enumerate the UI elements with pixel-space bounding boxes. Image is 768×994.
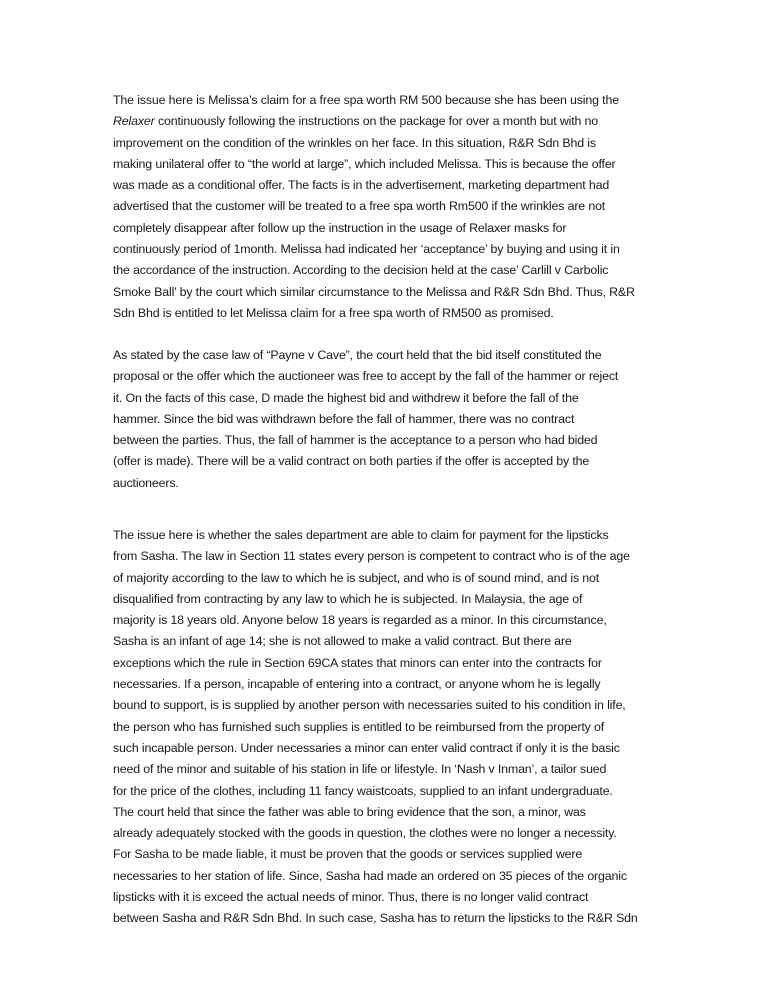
text-line: Sdn Bhd is entitled to let Melissa claim for a free spa worth of RM500 as promised. [113, 305, 554, 320]
text-line: it. On the facts of this case, D made the highest bid and withdrew it before the fall of the [113, 390, 579, 405]
text-line: (offer is made). There will be a valid contract on both parties if the offer is accepted by the [113, 454, 590, 469]
text-line: necessaries to her station of life. Since, Sasha had made an ordered on 35 pieces of the organic [113, 868, 627, 883]
text-line: such incapable person. Under necessaries a minor can enter valid contract if only it is the basic [113, 740, 620, 755]
text-line: The issue here is whether the sales department are able to claim for payment for the lipsticks [113, 528, 609, 542]
text-line: majority is 18 years old. Anyone below 18 years is regarded as a minor. In this circumstance, [113, 613, 607, 628]
text-line: need of the minor and suitable of his station in life or lifestyle. In ‘Nash v Inman’, a tailor sued [113, 762, 607, 777]
text-line: Sasha is an infant of age 14; she is not allowed to make a valid contract. But there are [113, 634, 572, 649]
text-line: the person who has furnished such supplies is entitled to be reimbursed from the property of [113, 719, 605, 734]
text-line: was made as a conditional offer. The facts is in the advertisement, marketing department had [113, 178, 610, 193]
text-line: proposal or the offer which the auctioneer was free to accept by the fall of the hammer or reject [113, 369, 619, 384]
text-line: hammer. Since the bid was withdrawn before the fall of hammer, there was no contract [113, 411, 575, 426]
text-line: between Sasha and R&R Sdn Bhd. In such case, Sasha has to return the lipsticks to the R&R Sdn [113, 911, 638, 926]
text-line: exceptions which the rule in Section 69CA states that minors can enter into the contracts for [113, 655, 602, 670]
text-line: of majority according to the law to which he is subject, and who is of sound mind, and is not [113, 570, 600, 585]
text-line: auctioneers. [113, 475, 179, 490]
paragraph-sasha [113, 525, 673, 930]
text-line: As stated by the case law of “Payne v Cave”, the court held that the bid itself constituted the [113, 348, 602, 362]
text-line: between the parties. Thus, the fall of hammer is the acceptance to a person who had bided [113, 433, 598, 448]
paragraph-melissa [113, 90, 673, 324]
text-line: advertised that the customer will be treated to a free spa worth Rm500 if the wrinkles are not [113, 199, 606, 214]
text-line: the accordance of the instruction. According to the decision held at the case’ Carlill v Carbolic [113, 263, 609, 278]
italic-text: Relaxer [113, 114, 155, 129]
text-line: completely disappear after follow up the instruction in the usage of Relaxer masks for [113, 220, 567, 235]
text-line: bound to support, is is supplied by another person with necessaries suited to his condition in life, [113, 698, 626, 713]
text-segment: continuously following the instructions on the package for over a month but with no [154, 114, 599, 129]
text-line: improvement on the condition of the wrinkles on her face. In this situation, R&R Sdn Bhd is [113, 135, 596, 150]
text-line [113, 111, 673, 132]
text-line: necessaries. If a person, incapable of entering into a contract, or anyone whom he is legally [113, 677, 601, 692]
text-line: The issue here is Melissa’s claim for a free spa worth RM 500 because she has been using the [113, 93, 619, 107]
text-line: Smoke Ball’ by the court which similar circumstance to the Melissa and R&R Sdn Bhd. Thus, R&R [113, 284, 635, 299]
text-line: from Sasha. The law in Section 11 states every person is competent to contract who is of the age [113, 549, 630, 564]
text-line: disqualified from contracting by any law to which he is subjected. In Malaysia, the age of [113, 591, 583, 606]
text-line: lipsticks with it is exceed the actual needs of minor. Thus, there is no longer valid contract [113, 890, 589, 905]
paragraph-payne-v-cave [113, 345, 673, 494]
text-line: continuously period of 1month. Melissa had indicated her ‘acceptance’ by buying and using it in [113, 242, 620, 257]
text-line: making unilateral offer to “the world at large”, which included Melissa. This is because the offer [113, 156, 616, 171]
text-line: already adequately stocked with the goods in question, the clothes were no longer a necessity. [113, 826, 617, 841]
text-line: For Sasha to be made liable, it must be proven that the goods or services supplied were [113, 847, 583, 862]
text-line: The court held that since the father was able to bring evidence that the son, a minor, was [113, 804, 586, 819]
text-line: for the price of the clothes, including 11 fancy waistcoats, supplied to an infant undergraduate. [113, 783, 613, 798]
